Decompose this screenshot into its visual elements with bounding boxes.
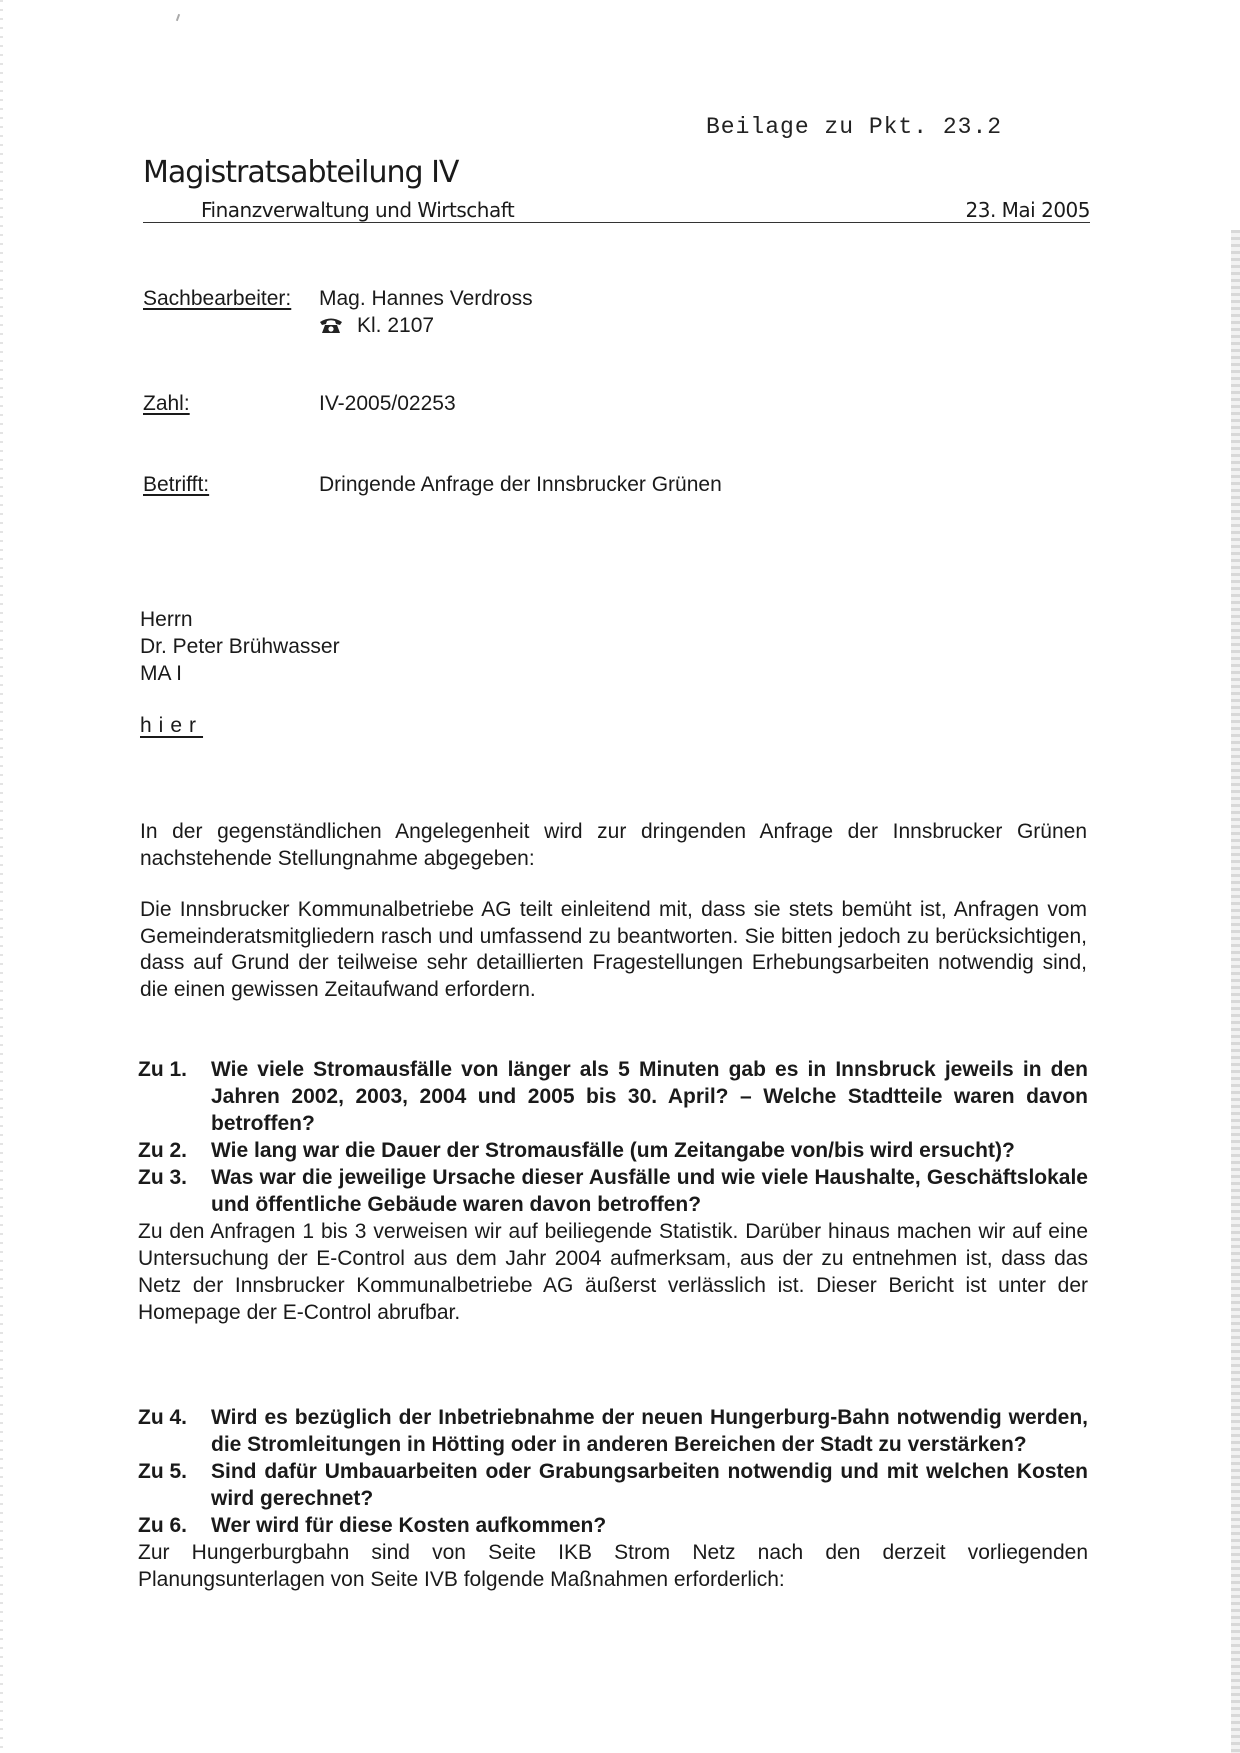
department-title: Magistratsabteilung IV: [143, 155, 459, 190]
telephone-icon: [319, 316, 343, 334]
subject-value: Dringende Anfrage der Innsbrucker Grünen: [319, 473, 722, 496]
subject-label: Betrifft:: [143, 473, 210, 496]
intro-paragraph: In der gegenständlichen Angelegenheit wird zur dringenden Anfrage der Innsbrucker Grünen nachstehende Stellungnahme abgegeben:: [140, 820, 1087, 870]
header-rule: [143, 222, 1090, 223]
recipient-local: hier: [140, 714, 204, 737]
phone-line: [319, 314, 434, 338]
subdepartment-title: Finanzverwaltung und Wirtschaft: [201, 198, 515, 222]
document-date: 23. Mai 2005: [965, 198, 1090, 222]
question-item: [138, 1512, 1088, 1539]
recipient-salutation: Herrn: [140, 608, 193, 631]
question-text: Wer wird für diese Kosten aufkommen?: [211, 1514, 607, 1537]
question-item: [138, 1137, 1088, 1164]
scan-edge-left: [0, 0, 3, 1753]
question-number: Zu 3.: [138, 1166, 188, 1189]
question-item: [138, 1458, 1088, 1512]
clerk-name: Mag. Hannes Verdross: [319, 287, 533, 310]
recipient-name: Dr. Peter Brühwasser: [140, 635, 340, 658]
attachment-reference: Beilage zu Pkt. 23.2: [706, 114, 1003, 140]
question-item: [138, 1404, 1088, 1458]
question-text: Was war die jeweilige Ursache dieser Ausfälle und wie viele Haushalte, Geschäftslokale und öffentliche Gebäude waren davon betroffen?: [211, 1166, 1088, 1216]
question-number: Zu 6.: [138, 1514, 188, 1537]
answer-text: Zu den Anfragen 1 bis 3 verweisen wir auf beiliegende Statistik. Darüber hinaus machen wir auf eine Untersuchung der E-Control aus dem Jahr 2004 aufmerksam, aus der zu entnehmen ist, dass das Netz der Innsbrucker Kommunalbetriebe AG äußerst verlässlich ist. Dieser Bericht ist unter der Homepage der E-Control abrufbar.: [138, 1220, 1088, 1324]
question-text: Wie lang war die Dauer der Stromausfälle (um Zeitangabe von/bis wird ersucht)?: [211, 1139, 1015, 1162]
question-group-2: [138, 1404, 1088, 1593]
question-text: Sind dafür Umbauarbeiten oder Grabungsarbeiten notwendig und mit welchen Kosten wird gerechnet?: [211, 1460, 1088, 1510]
number-label: Zahl:: [143, 392, 190, 415]
answer-text: Zur Hungerburgbahn sind von Seite IKB Strom Netz nach den derzeit vorliegenden Planungsunterlagen von Seite IVB folgende Maßnahmen erforderlich:: [138, 1541, 1088, 1591]
number-value: IV-2005/02253: [319, 392, 456, 415]
question-text: Wie viele Stromausfälle von länger als 5 Minuten gab es in Innsbruck jeweils in den Jahren 2002, 2003, 2004 und 2005 bis 30. April? – Welche Stadtteile waren davon betroffen?: [211, 1058, 1088, 1135]
clerk-label: Sachbearbeiter:: [143, 287, 292, 310]
phone-extension: Kl. 2107: [357, 314, 435, 337]
scan-edge-right: [1231, 230, 1240, 1753]
question-number: Zu 4.: [138, 1406, 188, 1429]
scan-speck: [176, 14, 180, 21]
question-item: [138, 1164, 1088, 1218]
question-number: Zu 2.: [138, 1139, 188, 1162]
question-item: [138, 1056, 1088, 1137]
question-number: Zu 5.: [138, 1460, 188, 1483]
recipient-unit: MA I: [140, 662, 183, 685]
question-group-1: [138, 1056, 1088, 1326]
question-number: Zu 1.: [138, 1058, 188, 1081]
question-text: Wird es bezüglich der Inbetriebnahme der neuen Hungerburg-Bahn notwendig werden, die Stromleitungen in Hötting oder in anderen Bereichen der Stadt zu verstärken?: [211, 1406, 1088, 1456]
company-statement: Die Innsbrucker Kommunalbetriebe AG teilt einleitend mit, dass sie stets bemüht ist, Anfragen vom Gemeinderatsmitgliedern rasch und umfassend zu beantworten. Sie bitten jedoch zu berücksichtigen, dass auf Grund der teilweise sehr detaillierten Fragestellungen Erhebungsarbeiten notwendig sind, die einen gewissen Zeitaufwand erfordern.: [140, 898, 1087, 1001]
